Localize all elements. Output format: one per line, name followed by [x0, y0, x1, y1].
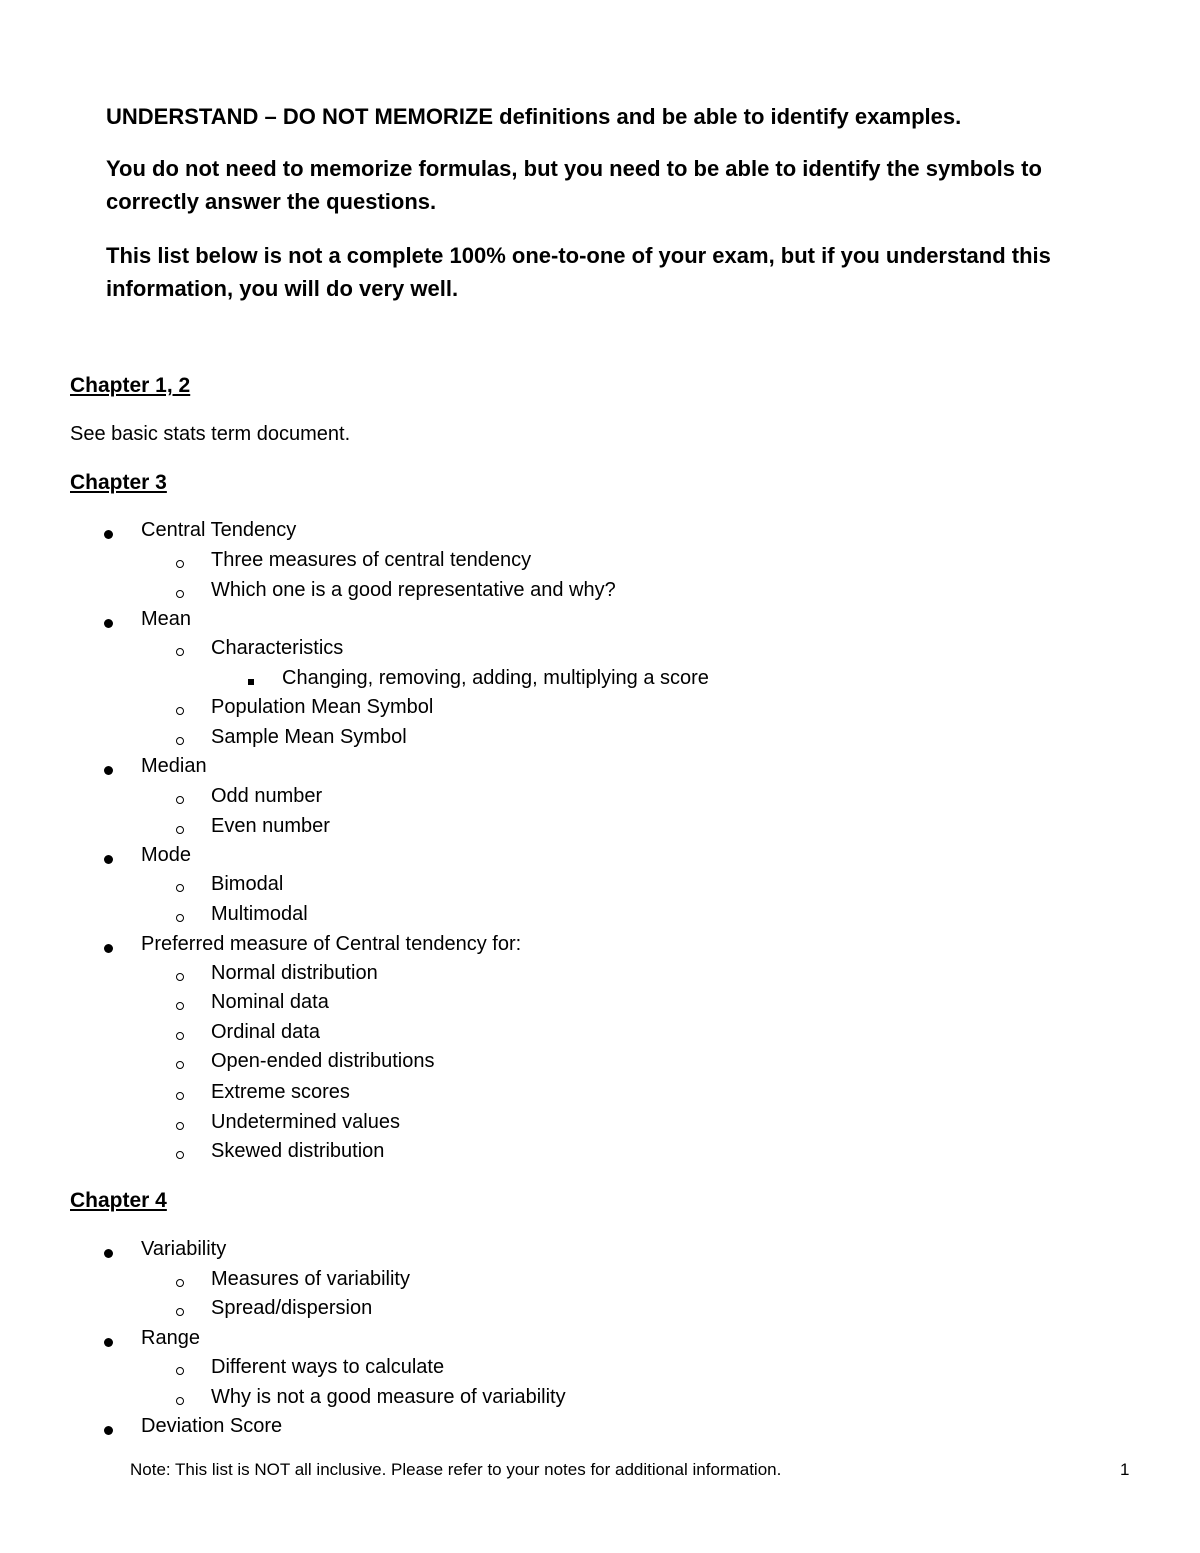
bullet-circle-icon: [176, 1002, 184, 1010]
list-item-text: Measures of variability: [211, 1268, 410, 1290]
list-item-text: Multimodal: [211, 903, 308, 925]
list-item: [211, 696, 433, 719]
bullet-circle-icon: [176, 884, 184, 892]
list-item-text: Nominal data: [211, 991, 329, 1013]
bullet-disc-icon: [104, 944, 113, 953]
bullet-circle-icon: [176, 1061, 184, 1069]
list-item-text: Ordinal data: [211, 1021, 320, 1043]
list-item: [211, 785, 322, 808]
bullet-circle-icon: [176, 1122, 184, 1130]
page-number: 1: [1120, 1460, 1130, 1479]
list-item-text: Deviation Score: [141, 1415, 283, 1437]
list-item-text: Extreme scores: [211, 1081, 350, 1103]
list-item: [211, 903, 308, 926]
bullet-circle-icon: [176, 560, 184, 568]
bullet-circle-icon: [176, 1397, 184, 1405]
bullet-disc-icon: [104, 1249, 113, 1258]
list-item: [141, 755, 207, 778]
list-item: [211, 873, 283, 896]
list-item: [211, 1356, 444, 1379]
list-item-text: Open-ended distributions: [211, 1050, 435, 1072]
bullet-disc-icon: [104, 1338, 113, 1347]
bullet-circle-icon: [176, 973, 184, 981]
list-item: [141, 608, 191, 631]
list-item-text: Median: [141, 755, 207, 777]
list-item-text: Changing, removing, adding, multiplying a score: [282, 667, 709, 689]
footer-note: Note: This list is NOT all inclusive. Please refer to your notes for additional information.: [130, 1460, 782, 1479]
list-item-text: Characteristics: [211, 637, 344, 659]
list-item-text: Odd number: [211, 785, 323, 807]
bullet-square-icon: [248, 679, 254, 685]
list-item-text: Undetermined values: [211, 1111, 400, 1133]
bullet-circle-icon: [176, 648, 184, 656]
intro-line-1: UNDERSTAND – DO NOT MEMORIZE definitions and be able to identify examples.: [106, 104, 962, 129]
list-item-text: Which one is a good representative and why?: [211, 579, 616, 601]
list-item: [211, 1268, 410, 1291]
bullet-circle-icon: [176, 796, 184, 804]
list-item: [141, 1238, 226, 1261]
bullet-circle-icon: [176, 707, 184, 715]
list-item: [282, 667, 709, 690]
list-item-text: Sample Mean Symbol: [211, 726, 407, 748]
bullet-disc-icon: [104, 530, 113, 539]
list-item: [211, 1297, 372, 1320]
bullet-circle-icon: [176, 1367, 184, 1375]
intro-line-2: You do not need to memorize formulas, but you need to be able to identify the symbols to correctly answer the questions.: [106, 156, 1042, 214]
list-item-text: Range: [141, 1327, 200, 1349]
bullet-disc-icon: [104, 1426, 113, 1435]
list-item-text: Why is not a good measure of variability: [211, 1386, 566, 1408]
bullet-circle-icon: [176, 1151, 184, 1159]
list-item-text: Three measures of central tendency: [211, 549, 532, 571]
list-item: [211, 579, 616, 602]
chapter-1-2-text: See basic stats term document.: [70, 423, 351, 445]
bullet-circle-icon: [176, 737, 184, 745]
list-item-text: Different ways to calculate: [211, 1356, 445, 1378]
list-item-text: Mode: [141, 844, 192, 866]
list-item: [211, 637, 343, 660]
bullet-circle-icon: [176, 1092, 184, 1100]
list-item-text: Spread/dispersion: [211, 1297, 373, 1319]
list-item: [141, 1327, 200, 1350]
list-item-text: Skewed distribution: [211, 1140, 385, 1162]
chapter-4-heading: Chapter 4: [70, 1189, 167, 1212]
bullet-disc-icon: [104, 855, 113, 864]
bullet-circle-icon: [176, 1279, 184, 1287]
list-item-text: Central Tendency: [141, 519, 297, 541]
list-item: [141, 1415, 282, 1438]
intro-line-3: This list below is not a complete 100% one-to-one of your exam, but if you understand this information, you will do very well.: [106, 243, 1051, 301]
bullet-circle-icon: [176, 914, 184, 922]
list-item: [211, 991, 329, 1014]
list-item: [141, 844, 191, 867]
chapter-3-heading: Chapter 3: [70, 471, 167, 494]
list-item-text: Variability: [141, 1238, 227, 1260]
bullet-circle-icon: [176, 1308, 184, 1316]
list-item: [211, 1386, 566, 1409]
list-item-text: Mean: [141, 608, 192, 630]
list-item: [211, 815, 330, 838]
list-item-text: Even number: [211, 815, 330, 837]
list-item-text: Preferred measure of Central tendency for:: [141, 933, 522, 955]
bullet-circle-icon: [176, 826, 184, 834]
list-item: [211, 726, 407, 749]
list-item-text: Normal distribution: [211, 962, 378, 984]
list-item: [211, 962, 378, 985]
list-item-text: Population Mean Symbol: [211, 696, 434, 718]
list-item: [211, 1050, 434, 1073]
list-item: [211, 1081, 350, 1104]
list-item-text: Bimodal: [211, 873, 284, 895]
list-item: [211, 1111, 400, 1134]
bullet-circle-icon: [176, 1032, 184, 1040]
list-item: [211, 549, 531, 572]
list-item: [141, 519, 296, 542]
list-item: [211, 1140, 384, 1163]
bullet-circle-icon: [176, 590, 184, 598]
list-item: [211, 1021, 320, 1044]
bullet-disc-icon: [104, 766, 113, 775]
chapter-1-2-heading: Chapter 1, 2: [70, 374, 191, 397]
bullet-disc-icon: [104, 619, 113, 628]
list-item: [141, 933, 521, 956]
